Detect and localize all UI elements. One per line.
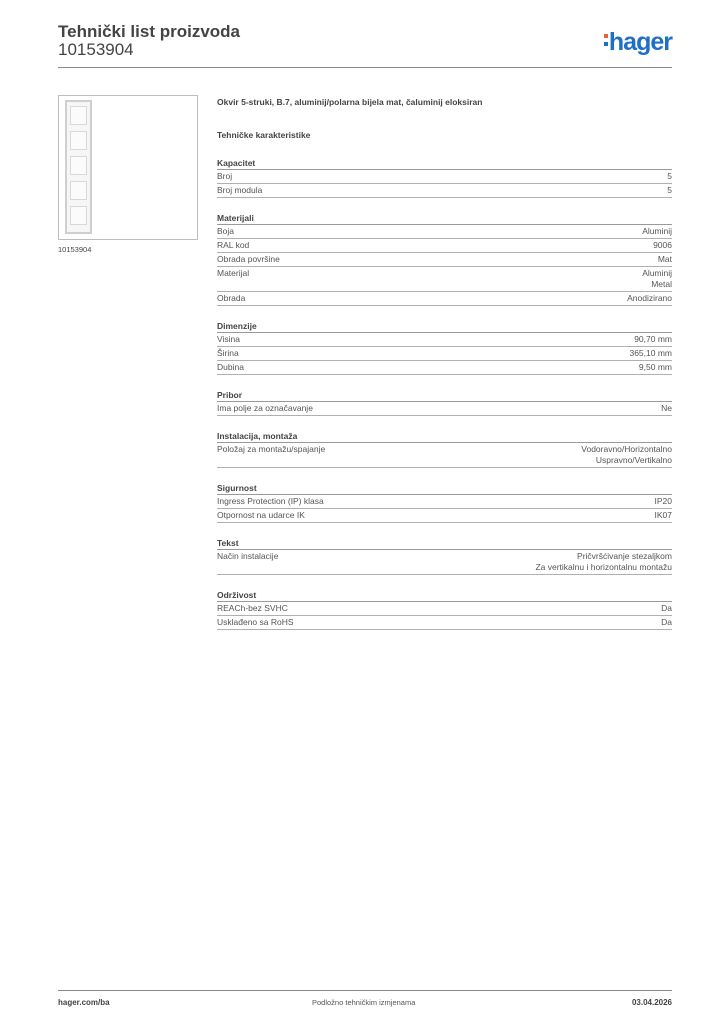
spec-value-line: 365,10 mm — [629, 348, 672, 358]
spec-section — [217, 482, 672, 523]
spec-label: RAL kod — [217, 240, 250, 250]
spec-row — [217, 170, 672, 184]
spec-section — [217, 589, 672, 630]
spec-value — [658, 254, 672, 265]
footer-website: hager.com/ba — [58, 998, 110, 1007]
spec-section — [217, 212, 672, 306]
product-number: 10153904 — [58, 40, 134, 59]
spec-value — [627, 293, 672, 304]
frame-cell — [70, 106, 87, 125]
spec-value-line: IK07 — [654, 510, 672, 520]
spec-label: Dubina — [217, 362, 244, 372]
spec-row — [217, 616, 672, 630]
footer-divider — [58, 990, 672, 991]
spec-value-line: Da — [661, 603, 672, 613]
spec-value-line: Uspravno/Vertikalno — [595, 455, 672, 465]
section-title: Održivost — [217, 589, 672, 602]
spec-row — [217, 443, 672, 468]
spec-row — [217, 495, 672, 509]
spec-section — [217, 320, 672, 375]
product-description: Okvir 5-struki, B.7, aluminij/polarna bijela mat, čaluminij eloksiran — [217, 97, 483, 107]
spec-value-line: 90,70 mm — [634, 334, 672, 344]
header-divider — [58, 67, 672, 68]
spec-row — [217, 550, 672, 575]
frame-cell — [70, 131, 87, 150]
section-title: Dimenzije — [217, 320, 672, 333]
spec-value — [639, 362, 672, 373]
spec-value — [661, 403, 672, 414]
spec-value — [535, 551, 672, 573]
spec-label: Usklađeno sa RoHS — [217, 617, 294, 627]
section-title: Materijali — [217, 212, 672, 225]
section-title: Kapacitet — [217, 157, 672, 170]
spec-label: Broj modula — [217, 185, 263, 195]
spec-value-line: 5 — [667, 171, 672, 181]
section-title: Pribor — [217, 389, 672, 402]
spec-label: Visina — [217, 334, 240, 344]
footer-note: Podložno tehničkim izmjenama — [312, 998, 416, 1007]
spec-label: Obrada — [217, 293, 246, 303]
spec-value — [629, 348, 672, 359]
spec-label: Otpornost na udarce IK — [217, 510, 305, 520]
spec-value — [653, 240, 672, 251]
frame-cell — [70, 206, 87, 225]
spec-label: Broj — [217, 171, 233, 181]
frame-cell — [70, 181, 87, 200]
spec-value — [581, 444, 672, 466]
frame-cell — [70, 156, 87, 175]
spec-value-line: 9006 — [653, 240, 672, 250]
spec-value-line: Aluminij — [642, 226, 672, 236]
spec-row — [217, 509, 672, 523]
logo-text: hager — [608, 28, 672, 56]
spec-label: Boja — [217, 226, 235, 236]
spec-value-line: Aluminij — [642, 268, 672, 278]
spec-row — [217, 267, 672, 292]
spec-row — [217, 333, 672, 347]
spec-value-line: Anodizirano — [627, 293, 672, 303]
spec-section — [217, 157, 672, 198]
spec-label: Materijal — [217, 268, 250, 278]
spec-label: Obrada površine — [217, 254, 280, 264]
spec-value-line: Metal — [651, 279, 672, 289]
spec-value — [667, 185, 672, 196]
spec-value-line: Mat — [657, 254, 672, 264]
spec-row — [217, 184, 672, 198]
spec-value-line: IP20 — [654, 496, 672, 506]
hager-logo — [604, 28, 672, 57]
spec-value-line: Da — [661, 617, 672, 627]
spec-value — [655, 496, 673, 507]
spec-content — [217, 96, 672, 630]
section-title: Sigurnost — [217, 482, 672, 495]
spec-value — [642, 268, 672, 290]
spec-row — [217, 361, 672, 375]
logo-colon-icon — [604, 28, 608, 46]
spec-row — [217, 239, 672, 253]
spec-label: Ima polje za označavanje — [217, 403, 313, 413]
footer-date: 03.04.2026 — [631, 998, 672, 1007]
document-title: Tehnički list proizvoda — [58, 22, 240, 41]
spec-section — [217, 430, 672, 468]
spec-value — [667, 171, 672, 182]
spec-value-line: Za vertikalnu i horizontalnu montažu — [535, 562, 672, 572]
spec-value — [661, 603, 672, 614]
section-title: Tekst — [217, 537, 672, 550]
spec-value-line: Pričvršćivanje stezaljkom — [577, 551, 672, 561]
spec-value — [642, 226, 672, 237]
spec-label: Ingress Protection (IP) klasa — [217, 496, 324, 506]
spec-row — [217, 292, 672, 306]
tech-heading: Tehničke karakteristike — [217, 130, 311, 140]
spec-label: REACh-bez SVHC — [217, 603, 288, 613]
spec-row — [217, 347, 672, 361]
spec-value-line: 5 — [667, 185, 672, 195]
spec-label: Širina — [217, 348, 239, 358]
spec-label: Položaj za montažu/spajanje — [217, 444, 326, 454]
spec-value-line: Ne — [661, 403, 672, 413]
spec-row — [217, 402, 672, 416]
frame-illustration — [65, 100, 92, 234]
section-title: Instalacija, montaža — [217, 430, 672, 443]
spec-section — [217, 537, 672, 575]
spec-value — [661, 617, 672, 628]
spec-sections — [217, 157, 672, 630]
spec-value — [655, 510, 673, 521]
spec-label: Način instalacije — [217, 551, 279, 561]
spec-row — [217, 602, 672, 616]
spec-value-line: Vodoravno/Horizontalno — [581, 444, 672, 454]
image-caption: 10153904 — [58, 245, 92, 254]
document-header — [58, 20, 672, 68]
spec-row — [217, 225, 672, 239]
spec-row — [217, 253, 672, 267]
spec-section — [217, 389, 672, 416]
product-image — [58, 95, 198, 240]
spec-value — [634, 334, 672, 345]
spec-value-line: 9,50 mm — [638, 362, 672, 372]
